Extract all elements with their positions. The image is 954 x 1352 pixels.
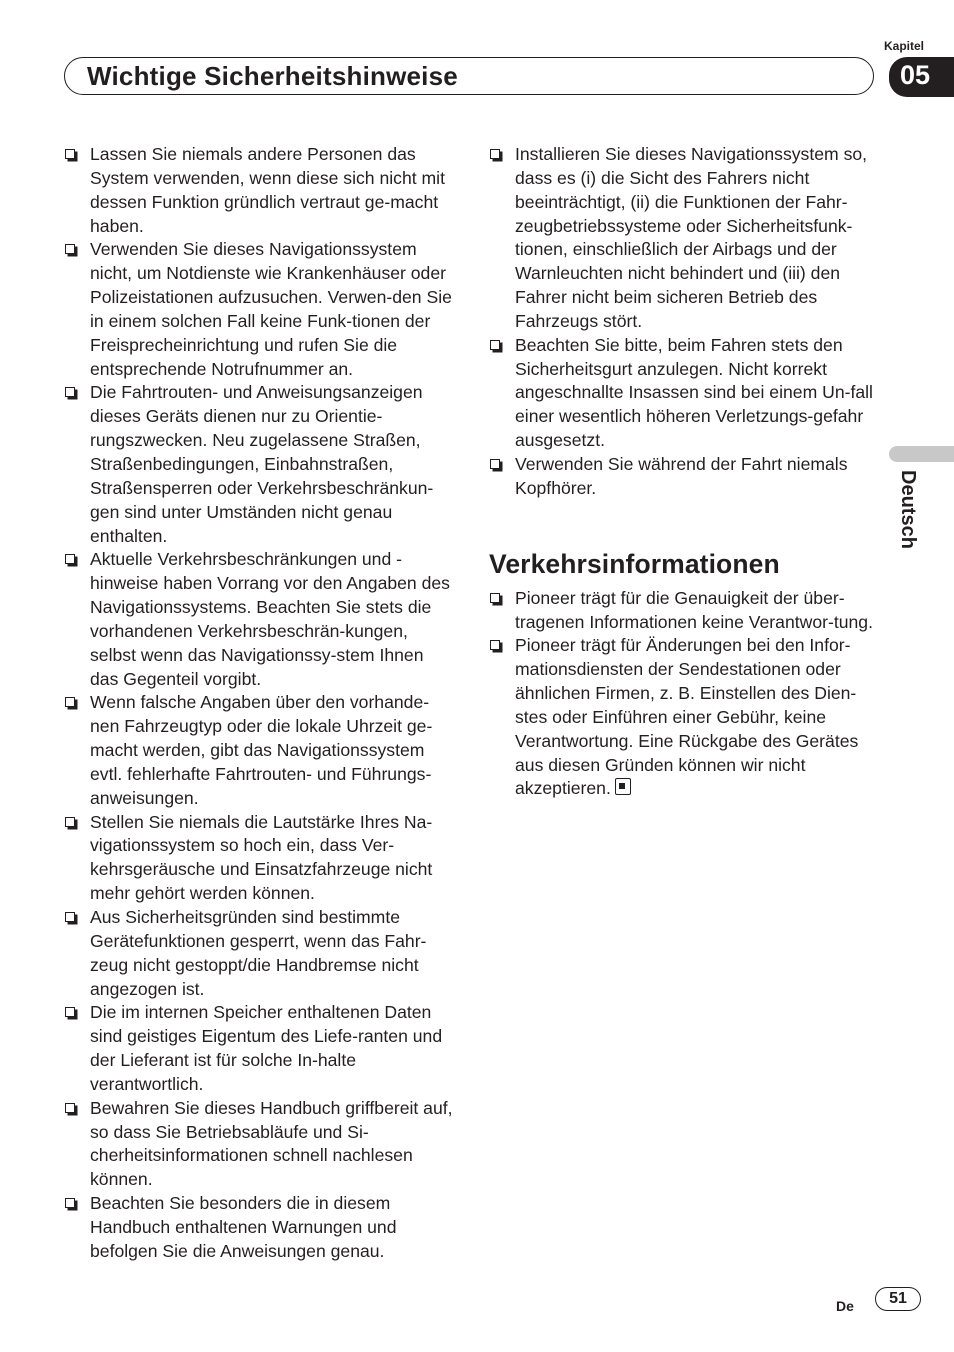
list-item	[64, 381, 456, 548]
checkbox-bullet-icon	[65, 1007, 75, 1017]
list-item-text: Die Fahrtrouten- und Anweisungsanzeigen dieses Geräts dienen nur zu Orientie-rungszwecken. Neu zugelassene Straßen, Straßenbedingungen, Einbahnstraßen, Straßensperren oder Verkehrsbeschränkun-gen sind unter Umständen nicht genau enthalten.	[90, 382, 434, 546]
checkbox-bullet-icon	[490, 340, 500, 350]
list-item	[64, 238, 456, 381]
list-item	[64, 691, 456, 810]
list-item	[489, 587, 881, 635]
list-item	[64, 548, 456, 691]
list-item	[64, 1001, 456, 1096]
chapter-number: 05	[900, 60, 931, 90]
list-item-text: Verwenden Sie dieses Navigationssystem nicht, um Notdienste wie Krankenhäuser oder Polizeistationen aufzusuchen. Verwen-den Sie in einem solchen Fall keine Funk-tionen der Freisprecheinrichtung und rufen Sie die entsprechende Notrufnummer an.	[90, 239, 452, 379]
list-item-text: Lassen Sie niemals andere Personen das System verwenden, wenn diese sich nicht mit dessen Funktion gründlich vertraut ge-macht haben.	[90, 144, 445, 236]
checkbox-bullet-icon	[490, 459, 500, 469]
list-item-text: Aktuelle Verkehrsbeschränkungen und -hinweise haben Vorrang vor den Angaben des Navigationssystems. Beachten Sie stets die vorhandenen Verkehrsbeschrän-kungen, selbst wenn das Navigationssy-stem Ihnen das Gegenteil vorgibt.	[90, 549, 450, 689]
language-tab-label: Deutsch	[897, 470, 919, 549]
safety-list-right	[489, 143, 881, 501]
list-item	[489, 634, 881, 801]
list-item-text: Beachten Sie besonders die in diesem Handbuch enthaltenen Warnungen und befolgen Sie die Anweisungen genau.	[90, 1193, 397, 1261]
list-item-text: Bewahren Sie dieses Handbuch griffbereit auf, so dass Sie Betriebsabläufe und Si-cherheitsinformationen schnell nachlesen können.	[90, 1097, 453, 1190]
footer-language-code: De	[836, 1298, 854, 1314]
chapter-label: Kapitel	[884, 39, 925, 53]
checkbox-bullet-icon	[65, 554, 75, 564]
checkbox-bullet-icon	[65, 1103, 75, 1113]
checkbox-bullet-icon	[65, 244, 75, 254]
right-column	[489, 143, 881, 801]
list-item	[64, 1192, 456, 1264]
list-item-text: Verwenden Sie während der Fahrt niemals Kopfhörer.	[515, 453, 848, 498]
traffic-info-list	[489, 587, 881, 802]
language-tab-marker	[889, 446, 954, 462]
checkbox-bullet-icon	[490, 149, 500, 159]
section-heading: Verkehrsinformationen	[489, 548, 780, 579]
chapter-badge	[889, 57, 954, 97]
left-column	[64, 143, 456, 1264]
list-item-text: Aus Sicherheitsgründen sind bestimmte Gerätefunktionen gesperrt, wenn das Fahr-zeug nicht gestoppt/die Handbremse nicht angezogen ist.	[90, 907, 427, 999]
page-number: 51	[875, 1287, 921, 1311]
chapter-title: Wichtige Sicherheitshinweise	[87, 61, 458, 91]
list-item	[64, 143, 456, 238]
list-item-text: Stellen Sie niemals die Lautstärke Ihres Na-vigationssystem so hoch ein, dass Ver-kehrsgeräusche und Einsatzfahrzeuge nicht mehr gehört werden können.	[90, 811, 433, 904]
list-item-text: Wenn falsche Angaben über den vorhande-nen Fahrzeugtyp oder die lokale Uhrzeit ge-macht werden, gibt das Navigationssystem evtl. fehlerhafte Fahrtrouten- und Führungs-anweisungen.	[90, 692, 433, 808]
checkbox-bullet-icon	[65, 697, 75, 707]
checkbox-bullet-icon	[65, 387, 75, 397]
chapter-header-bar	[64, 57, 874, 95]
list-item-text: Pioneer trägt für Änderungen bei den Infor-mationsdiensten der Sendestationen oder ähnlichen Firmen, z. B. Einstellen des Dien-stes oder Einführen einer Gebühr, keine Verantwortung. Eine Rückgabe des Gerätes aus diesen Gründen können wir nicht akzeptieren.	[515, 635, 859, 799]
safety-list-left	[64, 143, 456, 1264]
list-item	[489, 143, 881, 334]
list-item	[489, 334, 881, 453]
list-item-text: Die im internen Speicher enthaltenen Daten sind geistiges Eigentum des Liefe-ranten und der Lieferant ist für solche In-halte verantwortlich.	[90, 1002, 443, 1094]
list-item	[64, 1097, 456, 1192]
list-item-text: Beachten Sie bitte, beim Fahren stets den Sicherheitsgurt anzulegen. Nicht korrekt angeschnallte Insassen sind bei einem Un-fall einer wesentlich höheren Verletzungs-gefahr ausgesetzt.	[515, 334, 873, 451]
checkbox-bullet-icon	[65, 817, 75, 827]
checkbox-bullet-icon	[490, 593, 500, 603]
checkbox-bullet-icon	[65, 149, 75, 159]
end-of-section-icon	[615, 778, 631, 795]
list-item	[64, 811, 456, 906]
list-item	[64, 906, 456, 1001]
list-item	[489, 453, 881, 501]
list-item-text: Pioneer trägt für die Genauigkeit der über-tragenen Informationen keine Verantwor-tung.	[515, 587, 873, 632]
checkbox-bullet-icon	[65, 1198, 75, 1208]
list-item-text: Installieren Sie dieses Navigationssystem so, dass es (i) die Sicht des Fahrers nicht beeinträchtigt, (ii) die Funktionen der Fahr-zeugbetriebssysteme oder Sicherheitsfunk-tionen, einschließlich der Airbags und der Warnleuchten nicht behindert und (iii) den Fahrer nicht beim sicheren Betrieb des Fahrzeugs stört.	[515, 144, 868, 331]
checkbox-bullet-icon	[65, 912, 75, 922]
checkbox-bullet-icon	[490, 640, 500, 650]
